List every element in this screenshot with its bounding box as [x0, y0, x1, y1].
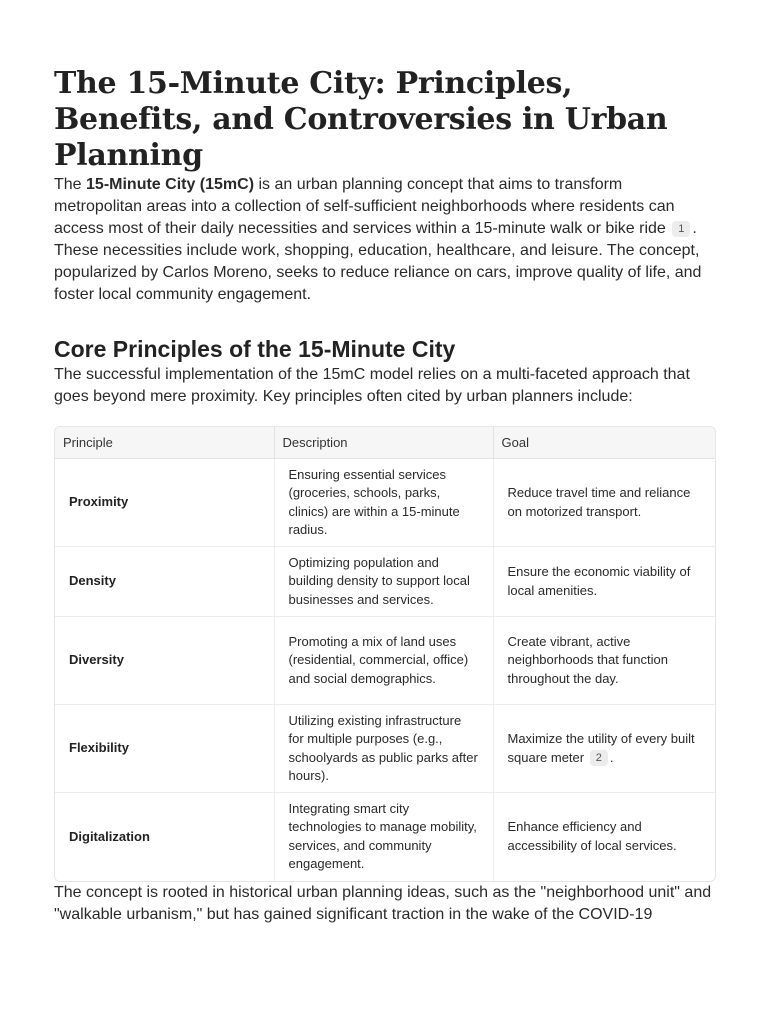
column-header-goal: Goal	[493, 427, 715, 459]
cell-description: Integrating smart city technologies to manage mobility, services, and community engagement.	[274, 793, 493, 881]
cell-description: Ensuring essential services (groceries, schools, parks, clinics) are within a 15-minute radius.	[274, 459, 493, 547]
cell-principle: Proximity	[55, 459, 274, 547]
intro-text-after: . These necessities include work, shopping, education, healthcare, and leisure. The concept, popularized by Carlos Moreno, seeks to reduce reliance on cars, improve quality of life, and foster local community engagement.	[54, 220, 702, 303]
cell-goal: Ensure the economic viability of local amenities.	[493, 547, 715, 617]
table-row	[55, 793, 715, 881]
section-intro: The successful implementation of the 15mC model relies on a multi-faceted approach that goes beyond mere proximity. Key principles often cited by urban planners include:	[54, 366, 690, 405]
principles-table	[54, 426, 716, 882]
closing-paragraph: The concept is rooted in historical urban planning ideas, such as the "neighborhood unit" and "walkable urbanism," but has gained significant traction in the wake of the COVID-19	[54, 883, 712, 923]
cell-principle: Density	[55, 547, 274, 617]
cell-goal: Create vibrant, active neighborhoods that function throughout the day.	[493, 617, 715, 705]
column-header-principle: Principle	[55, 427, 274, 459]
table-row	[55, 705, 715, 793]
table-header-row	[55, 427, 715, 459]
cell-goal-suffix: .	[609, 749, 614, 765]
cell-principle: Diversity	[55, 617, 274, 705]
cell-principle: Digitalization	[69, 828, 150, 844]
cell-description: Optimizing population and building density to support local businesses and services.	[274, 547, 493, 617]
column-header-description: Description	[274, 427, 493, 459]
cell-description: Promoting a mix of land uses (residential, commercial, office) and social demographics.	[274, 617, 493, 705]
cell-principle: Flexibility	[55, 705, 274, 793]
table-row	[55, 617, 715, 705]
cell-goal: Reduce travel time and reliance on motorized transport.	[493, 459, 715, 547]
citation-badge[interactable]: 2	[590, 750, 608, 766]
page-title: The 15-Minute City: Principles, Benefits, and Controversies in Urban Planning	[54, 66, 668, 173]
cell-description: Utilizing existing infrastructure for multiple purposes (e.g., schoolyards as public parks after hours).	[274, 705, 493, 793]
intro-text-middle: is an urban planning concept that aims to transform metropolitan areas into a collection of self-sufficient neighborhoods where residents can access most of their daily necessities and services within a 15-minute walk or bike ride	[54, 176, 675, 237]
intro-text-before: The	[54, 176, 87, 193]
cell-goal	[493, 705, 715, 793]
table-row	[55, 459, 715, 547]
citation-badge[interactable]: 1	[672, 221, 690, 237]
table-row	[55, 547, 715, 617]
section-heading: Core Principles of the 15-Minute City	[54, 336, 456, 362]
cell-goal: Enhance efficiency and accessibility of local services.	[493, 793, 715, 881]
cell-goal-text: Maximize the utility of every built square meter	[507, 731, 695, 765]
intro-bold-term: 15-Minute City (15mC)	[86, 176, 255, 193]
intro-paragraph	[54, 174, 714, 306]
